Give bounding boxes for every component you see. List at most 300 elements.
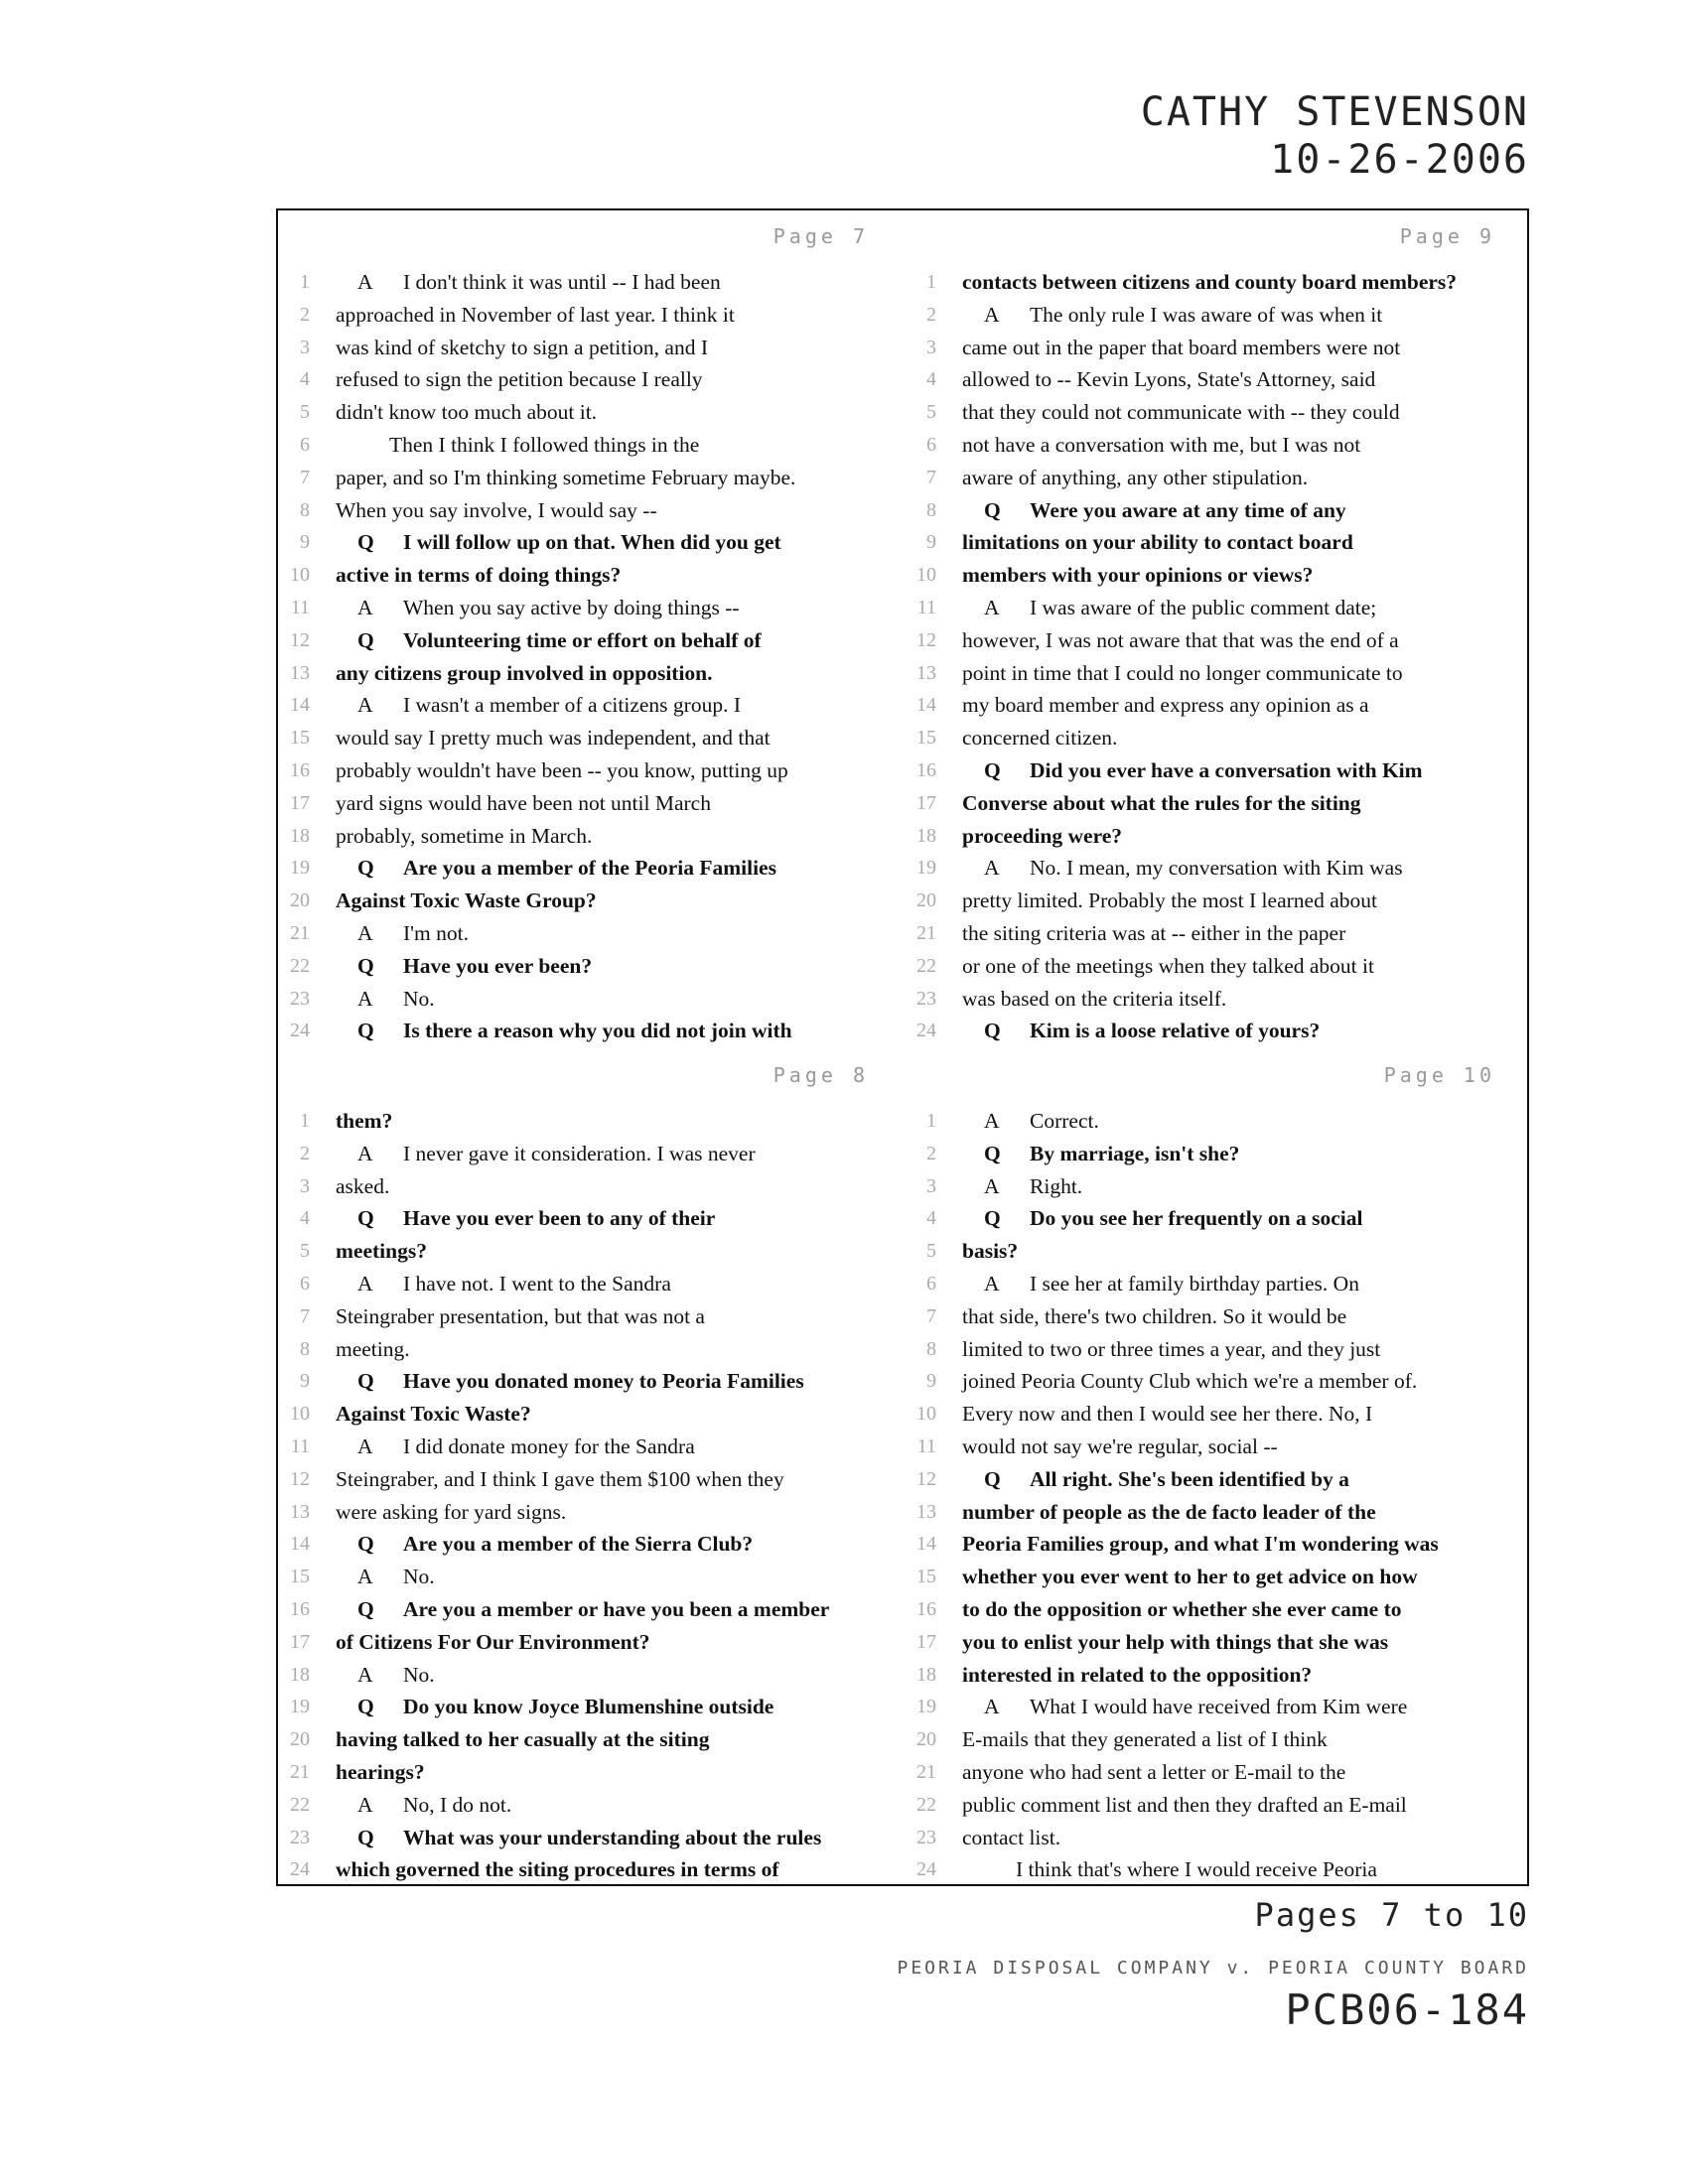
line-text: A I have not. I went to the Sandra <box>336 1268 671 1300</box>
speaker-marker: A <box>357 1141 373 1165</box>
line-number: 18 <box>916 824 936 847</box>
line-number: 8 <box>926 1337 936 1360</box>
line-text: A No. <box>336 1659 435 1692</box>
page-number-label: Page 7 <box>772 224 869 248</box>
case-caption: PEORIA DISPOSAL COMPANY v. PEORIA COUNTY BOARD <box>897 1958 1529 1979</box>
line-number: 10 <box>290 564 310 587</box>
line-number: 8 <box>300 1337 310 1360</box>
transcript-line <box>278 332 905 364</box>
speaker-marker: A <box>357 1433 373 1458</box>
line-number: 14 <box>916 1533 936 1556</box>
line-number: 5 <box>300 401 310 424</box>
speaker-marker: Q <box>357 1206 374 1231</box>
transcript-line <box>278 1822 905 1854</box>
line-number: 15 <box>290 1566 310 1588</box>
line-text: anyone who had sent a letter or E-mail to the <box>962 1759 1346 1784</box>
line-text: was kind of sketchy to sign a petition, and I <box>336 335 708 359</box>
line-text: When you say involve, I would say -- <box>336 497 657 522</box>
transcript-line <box>278 299 905 332</box>
line-number: 3 <box>926 1174 936 1197</box>
transcript-line <box>905 1756 1531 1789</box>
speaker-marker: Q <box>357 953 374 978</box>
line-text: aware of anything, any other stipulation. <box>962 465 1309 489</box>
line-number: 17 <box>290 1630 310 1653</box>
transcript-line <box>905 526 1531 559</box>
line-number: 22 <box>290 954 310 977</box>
transcript-line <box>905 592 1531 624</box>
line-number: 6 <box>300 1272 310 1295</box>
transcript-line <box>278 885 905 917</box>
speaker-marker: Q <box>357 1019 374 1043</box>
transcript-line <box>905 787 1531 820</box>
line-number: 10 <box>916 1403 936 1426</box>
transcript-line <box>905 689 1531 722</box>
line-number: 12 <box>916 1467 936 1490</box>
line-number: 23 <box>916 987 936 1010</box>
speaker-marker: A <box>984 302 1000 327</box>
speaker-marker: A <box>984 856 1000 881</box>
line-text: A No, I do not. <box>336 1789 511 1822</box>
line-number: 16 <box>916 758 936 781</box>
transcript-line <box>905 1398 1531 1431</box>
speaker-marker: A <box>984 1695 1000 1719</box>
speaker-marker: Q <box>984 497 1001 522</box>
line-number: 16 <box>290 1597 310 1620</box>
line-text: my board member and express any opinion as a <box>962 693 1369 718</box>
transcript-line <box>278 494 905 527</box>
line-number: 2 <box>300 1142 310 1164</box>
line-number: 4 <box>926 1207 936 1230</box>
transcript-lines <box>278 1105 905 1886</box>
transcript-line <box>905 1300 1531 1333</box>
transcript-line <box>905 1496 1531 1529</box>
transcript-line <box>905 917 1531 950</box>
transcript-line <box>278 1431 905 1463</box>
line-number: 5 <box>926 401 936 424</box>
transcript-line <box>905 363 1531 396</box>
transcript-line <box>905 1626 1531 1659</box>
line-number: 16 <box>290 758 310 781</box>
line-text: Q Do you see her frequently on a social <box>962 1202 1362 1235</box>
line-number: 6 <box>926 433 936 456</box>
line-number: 3 <box>300 1174 310 1197</box>
transcript-line <box>278 1268 905 1300</box>
line-text: I think that's where I would receive Peoria <box>1016 1857 1377 1882</box>
line-text: Q Have you donated money to Peoria Families <box>336 1365 804 1398</box>
line-text: A No. <box>336 983 435 1016</box>
speaker-marker: Q <box>984 757 1001 782</box>
line-number: 24 <box>916 1858 936 1881</box>
speaker-marker: A <box>357 1662 373 1687</box>
speaker-marker: A <box>357 1792 373 1817</box>
transcript-line <box>278 917 905 950</box>
speaker-marker: Q <box>357 1596 374 1621</box>
page-number-label: Page 9 <box>1399 224 1495 248</box>
transcript-line <box>278 1138 905 1170</box>
line-number: 22 <box>916 1793 936 1816</box>
line-number: 8 <box>300 498 310 521</box>
transcript-line <box>278 1202 905 1235</box>
transcript-line <box>905 559 1531 592</box>
transcript-line <box>905 983 1531 1016</box>
line-number: 21 <box>290 1760 310 1783</box>
transcript-line <box>278 1756 905 1789</box>
line-number: 20 <box>290 1728 310 1751</box>
line-text: Q I will follow up on that. When did you get <box>336 526 781 559</box>
line-text: yard signs would have been not until March <box>336 790 711 815</box>
line-number: 18 <box>290 1663 310 1686</box>
line-text: Then I think I followed things in the <box>389 432 700 457</box>
line-text: Peoria Families group, and what I'm wondering was <box>962 1532 1439 1557</box>
line-number: 7 <box>300 1304 310 1327</box>
speaker-marker: A <box>357 920 373 945</box>
line-number: 11 <box>290 596 310 618</box>
line-text: meetings? <box>336 1239 427 1264</box>
line-number: 9 <box>926 1370 936 1393</box>
line-number: 1 <box>300 1110 310 1132</box>
transcript-line <box>278 754 905 787</box>
line-number: 6 <box>300 433 310 456</box>
transcript-line <box>278 396 905 429</box>
line-text: limited to two or three times a year, and they just <box>962 1336 1381 1361</box>
page-panel-10 <box>905 1049 1531 1888</box>
transcript-line <box>278 1463 905 1496</box>
transcript-line <box>905 1365 1531 1398</box>
speaker-marker: Q <box>357 530 374 555</box>
transcript-line <box>905 332 1531 364</box>
line-text: was based on the criteria itself. <box>962 986 1227 1011</box>
transcript-line <box>905 1333 1531 1366</box>
line-number: 17 <box>916 791 936 814</box>
transcript-line <box>905 1723 1531 1756</box>
speaker-marker: A <box>984 1271 1000 1296</box>
line-text: Q Were you aware at any time of any <box>962 494 1346 527</box>
line-number: 22 <box>916 954 936 977</box>
line-text: hearings? <box>336 1759 425 1784</box>
transcript-line <box>905 754 1531 787</box>
line-number: 21 <box>290 921 310 944</box>
line-number: 22 <box>290 1793 310 1816</box>
line-number: 13 <box>916 1500 936 1523</box>
transcript-line <box>278 1015 905 1047</box>
line-text: limitations on your ability to contact board <box>962 530 1353 555</box>
line-number: 8 <box>926 498 936 521</box>
line-number: 23 <box>290 1826 310 1848</box>
line-text: A I did donate money for the Sandra <box>336 1431 695 1463</box>
line-number: 14 <box>290 694 310 717</box>
transcript-line <box>278 592 905 624</box>
line-text: came out in the paper that board members were not <box>962 335 1401 359</box>
transcript-line <box>905 396 1531 429</box>
line-number: 19 <box>290 1696 310 1718</box>
transcript-line <box>905 1822 1531 1854</box>
line-text: whether you ever went to her to get advice on how <box>962 1565 1418 1589</box>
transcript-line <box>278 363 905 396</box>
transcript-line <box>905 1691 1531 1723</box>
line-text: basis? <box>962 1239 1019 1264</box>
transcript-line <box>278 852 905 885</box>
line-number: 24 <box>916 1020 936 1042</box>
line-text: concerned citizen. <box>962 726 1118 751</box>
speaker-marker: Q <box>984 1141 1001 1165</box>
line-text: would say I pretty much was independent, and that <box>336 726 771 751</box>
line-text: Q Are you a member or have you been a member <box>336 1593 829 1626</box>
transcript-line <box>905 1431 1531 1463</box>
speaker-marker: Q <box>357 1369 374 1394</box>
line-text: contact list. <box>962 1825 1061 1849</box>
speaker-marker: Q <box>357 627 374 652</box>
line-text: which governed the siting procedures in terms of <box>336 1857 779 1882</box>
transcript-line <box>905 1268 1531 1300</box>
line-text: number of people as the de facto leader of the <box>962 1499 1376 1524</box>
line-text: joined Peoria County Club which we're a member of. <box>962 1369 1418 1394</box>
line-number: 23 <box>916 1826 936 1848</box>
line-number: 10 <box>290 1403 310 1426</box>
line-text: A When you say active by doing things -- <box>336 592 740 624</box>
transcript-line <box>905 462 1531 494</box>
transcript-lines <box>905 266 1531 1047</box>
line-text: active in terms of doing things? <box>336 563 622 588</box>
transcript-line <box>278 787 905 820</box>
transcript-line <box>905 1659 1531 1692</box>
line-text: having talked to her casually at the siting <box>336 1727 710 1752</box>
page-range: Pages 7 to 10 <box>1254 1896 1529 1934</box>
transcript-line <box>905 1528 1531 1561</box>
line-number: 16 <box>916 1597 936 1620</box>
page-panel-8 <box>278 1049 905 1888</box>
transcript-line <box>905 885 1531 917</box>
transcript-lines <box>905 1105 1531 1886</box>
transcript-line <box>905 429 1531 462</box>
line-number: 13 <box>290 1500 310 1523</box>
line-text: not have a conversation with me, but I was not <box>962 432 1361 457</box>
transcript-line <box>278 1496 905 1529</box>
transcript-line <box>278 1398 905 1431</box>
line-text: Steingraber presentation, but that was not a <box>336 1303 705 1328</box>
line-number: 7 <box>300 466 310 488</box>
line-number: 12 <box>290 628 310 651</box>
line-number: 1 <box>926 271 936 293</box>
line-text: Q Have you ever been to any of their <box>336 1202 715 1235</box>
line-number: 4 <box>300 1207 310 1230</box>
line-text: Q Kim is a loose relative of yours? <box>962 1015 1320 1047</box>
transcript-line <box>278 266 905 299</box>
transcript-line <box>278 1170 905 1203</box>
transcript-line <box>905 1105 1531 1138</box>
line-number: 17 <box>916 1630 936 1653</box>
line-text: members with your opinions or views? <box>962 563 1314 588</box>
line-text: public comment list and then they drafted an E-mail <box>962 1792 1407 1817</box>
line-text: pretty limited. Probably the most I learned about <box>962 888 1377 913</box>
line-text: A I'm not. <box>336 917 469 950</box>
line-text: them? <box>336 1109 393 1133</box>
line-text: A The only rule I was aware of was when it <box>962 299 1382 332</box>
transcript-line <box>278 1626 905 1659</box>
line-number: 14 <box>290 1533 310 1556</box>
transcript-line <box>278 1333 905 1366</box>
line-text: however, I was not aware that that was the end of a <box>962 627 1399 652</box>
line-text: to do the opposition or whether she ever came to <box>962 1596 1402 1621</box>
transcript-line <box>905 950 1531 983</box>
page-panel-7 <box>278 210 905 1049</box>
line-text: asked. <box>336 1173 390 1198</box>
line-text: Q What was your understanding about the rules <box>336 1822 821 1854</box>
page-number-label: Page 8 <box>772 1063 869 1087</box>
line-number: 2 <box>926 303 936 326</box>
speaker-marker: A <box>984 595 1000 619</box>
transcript-page-grid <box>276 208 1529 1886</box>
transcript-line <box>278 526 905 559</box>
line-text: A No. I mean, my conversation with Kim was <box>962 852 1403 885</box>
line-text: point in time that I could no longer communicate to <box>962 660 1403 685</box>
line-text: paper, and so I'm thinking sometime February maybe. <box>336 465 796 489</box>
line-text: Against Toxic Waste Group? <box>336 888 597 913</box>
transcript-line <box>905 1463 1531 1496</box>
line-number: 15 <box>290 727 310 750</box>
line-text: interested in related to the opposition? <box>962 1662 1313 1687</box>
line-number: 7 <box>926 466 936 488</box>
transcript-line <box>278 559 905 592</box>
transcript-line <box>278 1528 905 1561</box>
speaker-marker: A <box>357 1565 373 1589</box>
line-text: proceeding were? <box>962 823 1123 848</box>
line-number: 3 <box>926 336 936 358</box>
transcript-line <box>905 624 1531 657</box>
transcript-line <box>278 1593 905 1626</box>
transcript-line <box>905 852 1531 885</box>
line-number: 5 <box>300 1240 310 1263</box>
transcript-line <box>905 299 1531 332</box>
line-text: Against Toxic Waste? <box>336 1402 531 1427</box>
line-text: meeting. <box>336 1336 410 1361</box>
transcript-line <box>905 1235 1531 1268</box>
transcript-line <box>905 1853 1531 1886</box>
line-number: 11 <box>916 1434 936 1457</box>
line-text: didn't know too much about it. <box>336 400 598 425</box>
line-number: 3 <box>300 336 310 358</box>
line-text: Every now and then I would see her there. No, I <box>962 1402 1373 1427</box>
transcript-line <box>278 950 905 983</box>
speaker-marker: A <box>357 270 373 294</box>
line-text: contacts between citizens and county board members? <box>962 270 1458 294</box>
speaker-marker: Q <box>984 1206 1001 1231</box>
line-number: 2 <box>300 303 310 326</box>
line-text: refused to sign the petition because I really <box>336 367 703 392</box>
line-text: A No. <box>336 1561 435 1593</box>
line-text: were asking for yard signs. <box>336 1499 567 1524</box>
transcript-line <box>278 1561 905 1593</box>
line-number: 13 <box>290 661 310 684</box>
line-text: A What I would have received from Kim were <box>962 1691 1407 1723</box>
line-number: 9 <box>300 531 310 554</box>
line-number: 20 <box>916 889 936 912</box>
line-text: Q Did you ever have a conversation with Kim <box>962 754 1423 787</box>
transcript-line <box>278 722 905 754</box>
line-text: Converse about what the rules for the siting <box>962 790 1361 815</box>
line-text: A I don't think it was until -- I had been <box>336 266 721 299</box>
line-text: Q By marriage, isn't she? <box>962 1138 1239 1170</box>
line-number: 11 <box>916 596 936 618</box>
line-text: A I never gave it consideration. I was never <box>336 1138 756 1170</box>
transcript-line <box>905 1561 1531 1593</box>
line-text: Steingraber, and I think I gave them $100 when they <box>336 1466 784 1491</box>
line-text: the siting criteria was at -- either in the paper <box>962 920 1346 945</box>
transcript-line <box>278 1659 905 1692</box>
line-number: 13 <box>916 661 936 684</box>
transcript-line <box>278 983 905 1016</box>
line-number: 1 <box>926 1110 936 1132</box>
line-text: Q Are you a member of the Sierra Club? <box>336 1528 753 1561</box>
transcript-line <box>278 820 905 853</box>
line-number: 10 <box>916 564 936 587</box>
witness-name: CATHY STEVENSON <box>1140 89 1529 135</box>
line-number: 20 <box>290 889 310 912</box>
speaker-marker: A <box>984 1173 1000 1198</box>
line-number: 9 <box>926 531 936 554</box>
line-text: Q All right. She's been identified by a <box>962 1463 1349 1496</box>
speaker-marker: Q <box>357 1825 374 1849</box>
transcript-line <box>278 1235 905 1268</box>
transcript-line <box>905 1202 1531 1235</box>
line-text: you to enlist your help with things that she was <box>962 1629 1389 1654</box>
transcript-lines <box>278 266 905 1047</box>
transcript-line <box>905 657 1531 690</box>
line-text: E-mails that they generated a list of I think <box>962 1727 1328 1752</box>
line-number: 14 <box>916 694 936 717</box>
transcript-line <box>278 1723 905 1756</box>
line-text: Q Have you ever been? <box>336 950 592 983</box>
line-number: 15 <box>916 727 936 750</box>
line-number: 21 <box>916 1760 936 1783</box>
line-number: 20 <box>916 1728 936 1751</box>
transcript-line <box>905 1789 1531 1822</box>
transcript-line <box>905 1015 1531 1047</box>
line-text: Q Are you a member of the Peoria Families <box>336 852 776 885</box>
transcript-line <box>278 429 905 462</box>
line-number: 19 <box>290 857 310 880</box>
line-number: 21 <box>916 921 936 944</box>
transcript-line <box>905 722 1531 754</box>
line-number: 12 <box>290 1467 310 1490</box>
transcript-line <box>278 689 905 722</box>
line-text: A Correct. <box>962 1105 1099 1138</box>
page-panel-9 <box>905 210 1531 1049</box>
speaker-marker: A <box>357 693 373 718</box>
line-number: 12 <box>916 628 936 651</box>
speaker-marker: A <box>357 1271 373 1296</box>
line-number: 18 <box>916 1663 936 1686</box>
line-text: any citizens group involved in opposition. <box>336 660 713 685</box>
line-text: that they could not communicate with -- they could <box>962 400 1400 425</box>
line-number: 19 <box>916 857 936 880</box>
line-text: Q Is there a reason why you did not join with <box>336 1015 792 1047</box>
transcript-line <box>905 820 1531 853</box>
transcript-line <box>905 1593 1531 1626</box>
transcript-line <box>905 1170 1531 1203</box>
transcript-line <box>905 266 1531 299</box>
transcript-line <box>278 462 905 494</box>
line-number: 2 <box>926 1142 936 1164</box>
transcript-line <box>278 1691 905 1723</box>
line-number: 18 <box>290 824 310 847</box>
line-text: Q Do you know Joyce Blumenshine outside <box>336 1691 773 1723</box>
line-number: 19 <box>916 1696 936 1718</box>
line-number: 9 <box>300 1370 310 1393</box>
line-text: A I wasn't a member of a citizens group. I <box>336 689 741 722</box>
speaker-marker: A <box>357 595 373 619</box>
line-text: A I see her at family birthday parties. On <box>962 1268 1359 1300</box>
line-text: A Right. <box>962 1170 1082 1203</box>
